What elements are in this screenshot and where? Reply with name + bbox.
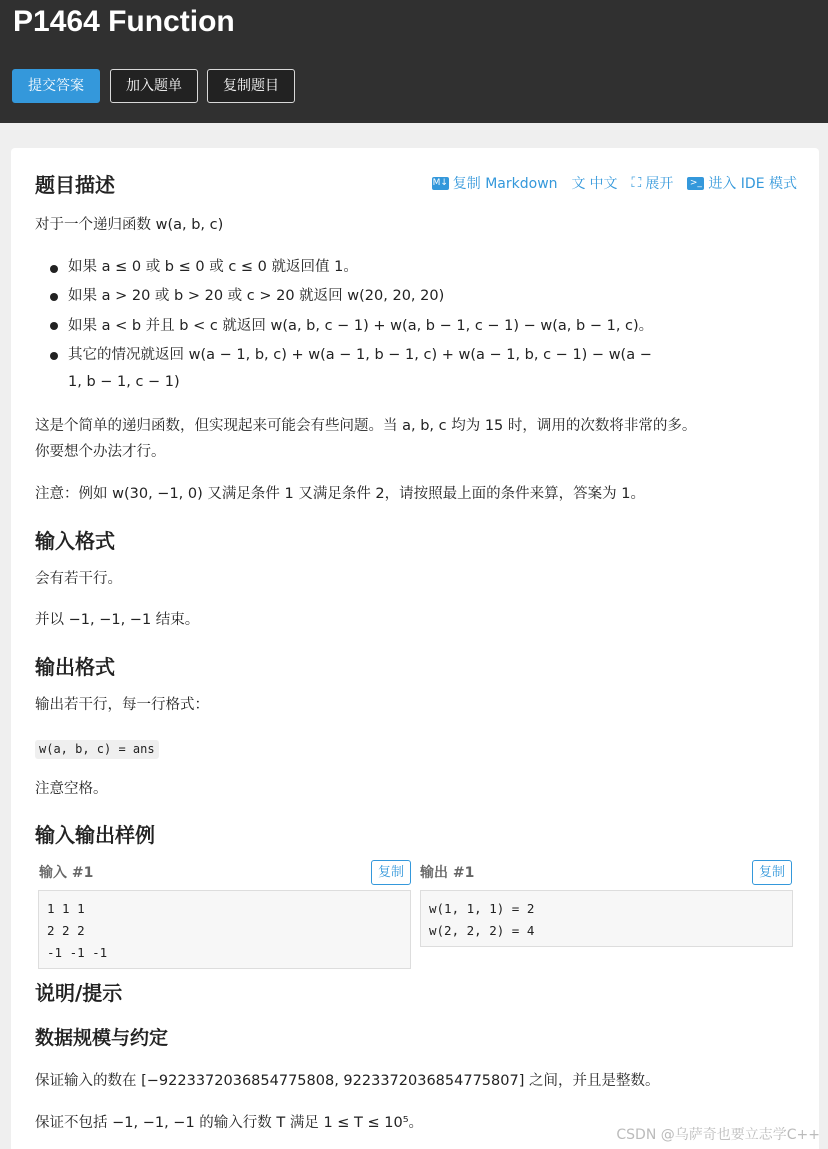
- problem-title: P1464 Function: [13, 5, 235, 38]
- para-2: 注意：例如 w(30, −1, 0) 又满足条件 1 又满足条件 2，请按照最上面的条件来算，答案为 1。: [35, 486, 645, 502]
- output-p1: 输出若干行，每一行格式：: [35, 697, 209, 713]
- description-heading: 题目描述: [35, 173, 115, 197]
- add-to-list-button[interactable]: 加入题单: [110, 69, 198, 103]
- output-format-code: w(a, b, c) = ans: [35, 740, 159, 759]
- expand-label: 展开: [645, 176, 674, 192]
- terminal-icon: >_: [687, 177, 704, 190]
- csdn-watermark: CSDN @乌萨奇也要立志学C++: [616, 1127, 820, 1143]
- copy-output-button[interactable]: 复制: [752, 860, 792, 885]
- language-label: 中文: [589, 176, 618, 192]
- rule-2: 如果 a > 20 或 b > 20 或 c > 20 就返回 w(20, 20, 20): [68, 288, 445, 304]
- input-format-heading: 输入格式: [35, 529, 115, 553]
- output-format-heading: 输出格式: [35, 655, 115, 679]
- ide-mode-label: 进入 IDE 模式: [708, 176, 797, 192]
- rule-3: 如果 a < b 并且 b < c 就返回 w(a, b, c − 1) + w(a, b − 1, c − 1) − w(a, b − 1, c)。: [68, 318, 654, 334]
- intro-text: 对于一个递归函数 w(a, b, c): [35, 217, 224, 233]
- rule-4: 其它的情况就返回 w(a − 1, b, c) + w(a − 1, b − 1, c) + w(a − 1, b, c − 1) − w(a −: [68, 347, 652, 363]
- para-1a: 这是个简单的递归函数，但实现起来可能会有些问题。当 a, b, c 均为 15 时，调用的次数将非常的多。: [35, 418, 697, 434]
- language-link[interactable]: [572, 173, 618, 193]
- copy-markdown-link[interactable]: [432, 173, 558, 193]
- constraints-heading: 数据规模与约定: [35, 1027, 169, 1049]
- bullet-dot: [50, 322, 58, 330]
- para-1b: 你要想个办法才行。: [35, 444, 166, 460]
- sample-output-label: 输出 #1: [420, 865, 475, 881]
- constraint-p1: 保证输入的数在 [−9223372036854775808, 9223372036854775807] 之间，并且是整数。: [35, 1073, 660, 1089]
- copy-markdown-label: 复制 Markdown: [452, 176, 558, 192]
- submit-answer-button[interactable]: 提交答案: [12, 69, 100, 103]
- problem-toolbar: [432, 173, 797, 193]
- markdown-icon: M↓: [432, 177, 448, 188]
- sample-input-block: 1 1 1 2 2 2 -1 -1 -1: [38, 890, 411, 969]
- rule-4-cont: 1, b − 1, c − 1): [68, 374, 180, 390]
- sample-input-label: 输入 #1: [39, 865, 94, 881]
- copy-problem-button[interactable]: 复制题目: [207, 69, 295, 103]
- output-p2: 注意空格。: [35, 781, 108, 797]
- expand-link[interactable]: [632, 173, 674, 193]
- bullet-dot: [50, 265, 58, 273]
- bullet-dot: [50, 293, 58, 301]
- translate-icon: 文: [571, 176, 586, 192]
- input-p2: 并以 −1, −1, −1 结束。: [35, 612, 200, 628]
- problem-header: [0, 0, 828, 123]
- sample-output-block: w(1, 1, 1) = 2 w(2, 2, 2) = 4: [420, 890, 793, 947]
- expand-icon: ⛶: [631, 175, 642, 191]
- hint-heading: 说明/提示: [35, 981, 123, 1005]
- rule-1: 如果 a ≤ 0 或 b ≤ 0 或 c ≤ 0 就返回值 1。: [68, 259, 358, 275]
- copy-input-button[interactable]: 复制: [371, 860, 411, 885]
- bullet-dot: [50, 352, 58, 360]
- samples-heading: 输入输出样例: [35, 823, 155, 847]
- constraint-p2: 保证不包括 −1, −1, −1 的输入行数 T 满足 1 ≤ T ≤ 10⁵。: [35, 1115, 424, 1131]
- input-p1: 会有若干行。: [35, 571, 122, 587]
- ide-mode-link[interactable]: [687, 173, 797, 193]
